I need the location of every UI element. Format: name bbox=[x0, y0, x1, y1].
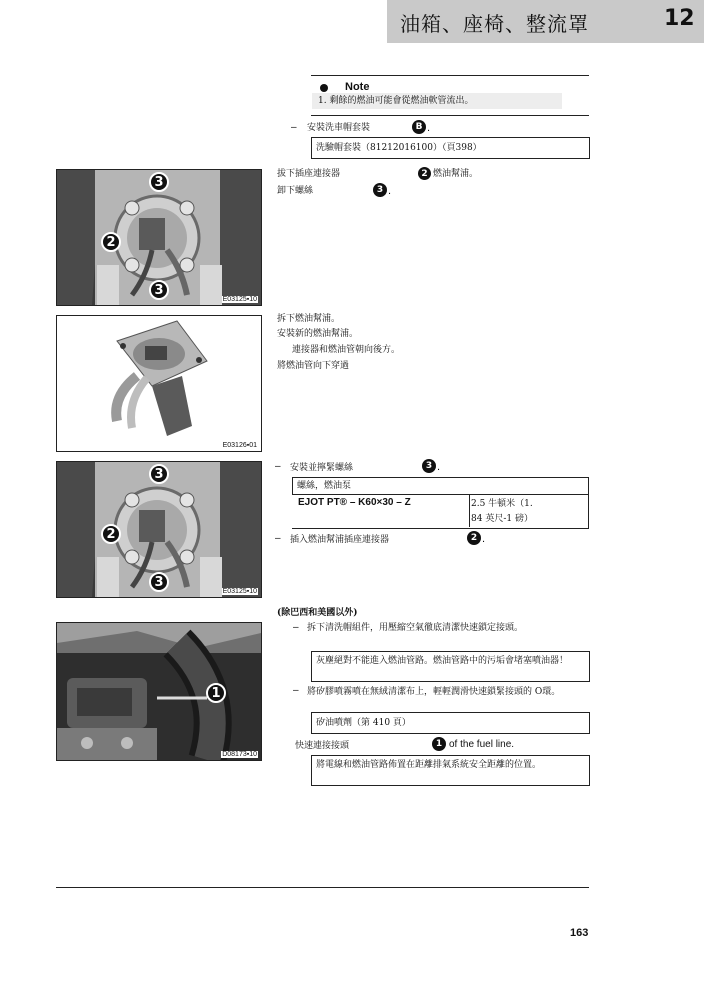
tighten-suffix: . bbox=[437, 461, 441, 473]
step-dash: – bbox=[275, 533, 281, 544]
step-dash: – bbox=[293, 622, 299, 633]
fig1-line2: 卸下螺絲 bbox=[277, 186, 314, 196]
plug-suffix: . bbox=[482, 533, 486, 545]
spec-value-2: 84 英尺-1 磅） bbox=[471, 514, 533, 524]
fig2-line1: 拆下燃油幫浦。 bbox=[277, 314, 341, 324]
figure-code: E03125▪10 bbox=[222, 296, 257, 303]
note-label: Note bbox=[345, 81, 370, 93]
quick-coupling-text: 快速連接接頭 bbox=[295, 741, 350, 751]
step-dash: – bbox=[293, 685, 299, 696]
footer-rule bbox=[56, 887, 589, 888]
plug-text: 插入燃油幫浦插座連接器 bbox=[290, 535, 390, 545]
fig2-line3: 連接器和燃油管朝向後方。 bbox=[292, 345, 401, 355]
step-dash: – bbox=[275, 461, 281, 472]
page-number: 163 bbox=[570, 927, 589, 939]
callout-3-bottom: 3 bbox=[149, 280, 169, 300]
ref-2-icon: 2 bbox=[467, 531, 481, 545]
ref-2-icon: 2 bbox=[418, 167, 431, 180]
spec-header: 螺絲，燃油泵 bbox=[297, 481, 352, 491]
chapter-title: 油箱、座椅、整流罩 bbox=[400, 12, 589, 36]
note-bullet-icon bbox=[320, 84, 328, 92]
spec-column-divider bbox=[469, 494, 470, 527]
fuel-pump-photo-1 bbox=[56, 169, 262, 306]
figure-code: E03125▪10 bbox=[222, 588, 257, 595]
chapter-number: 12 bbox=[664, 6, 695, 31]
ref-1-icon: 1 bbox=[432, 737, 446, 751]
figure-code: E03126▪01 bbox=[222, 442, 257, 449]
spec-value-1: 2.5 牛頓米（1. bbox=[471, 499, 533, 509]
fig2-line4: 將燃油管向下穿過 bbox=[277, 361, 350, 371]
region-heading: (除巴西和美國以外) bbox=[277, 608, 358, 618]
note-top-rule bbox=[311, 75, 589, 76]
callout-1: 1 bbox=[206, 683, 226, 703]
ref-3-icon: 3 bbox=[373, 183, 387, 197]
ref-b-suffix: . bbox=[427, 122, 431, 134]
fuel-pump-photo-3 bbox=[56, 461, 262, 598]
note-text: 1. 剩餘的燃油可能會從燃油軟管流出。 bbox=[318, 96, 474, 106]
step-install-cap-text: 安裝洗車帽套裝 bbox=[307, 123, 371, 133]
ref-b-icon: B bbox=[412, 120, 426, 134]
spec-divider bbox=[292, 494, 589, 495]
fuel-pump-photo-2 bbox=[56, 315, 262, 452]
callout-2: 2 bbox=[101, 524, 121, 544]
lubricant-text: 矽油噴劑（第 410 頁） bbox=[316, 718, 411, 728]
step1-text: 拆下清洗帽組件，用壓縮空氣徹底清潔快速鎖定接頭。 bbox=[307, 623, 524, 633]
callout-3-top: 3 bbox=[149, 172, 169, 192]
fuel-line-photo bbox=[56, 622, 262, 761]
ref-3-icon: 3 bbox=[422, 459, 436, 473]
fig1-line1-suffix: 燃油幫浦。 bbox=[433, 169, 479, 179]
cap-kit-text: 洗驗帽套裝（81212016100）（頁398） bbox=[316, 143, 482, 153]
spec-name: EJOT PT® – K60×30 – Z bbox=[298, 497, 411, 508]
step2-text: 將矽膠噴霧噴在無絨清潔布上，輕輕潤滑快速鎖緊接頭的 O環。 bbox=[307, 687, 561, 697]
fig1-line2-suffix: . bbox=[388, 185, 392, 197]
note-bottom-rule bbox=[311, 115, 589, 116]
tighten-text: 安裝並擰緊螺絲 bbox=[290, 463, 354, 473]
figure-code: D08173▪10 bbox=[222, 751, 257, 758]
callout-3-top: 3 bbox=[149, 464, 169, 484]
warning-text: 灰塵絕對不能進入燃油管路。燃油管路中的污垢會堵塞噴油器！ bbox=[316, 656, 569, 666]
callout-2: 2 bbox=[101, 232, 121, 252]
step-dash: – bbox=[291, 122, 297, 133]
routing-text: 將電線和燃油管路佈置在距離排氣系統安全距離的位置。 bbox=[316, 760, 542, 770]
quick-coupling-suffix: of the fuel line. bbox=[449, 739, 515, 750]
fig1-line1: 拔下插座連接器 bbox=[277, 169, 341, 179]
callout-3-bottom: 3 bbox=[149, 572, 169, 592]
fig2-line2: 安裝新的燃油幫浦。 bbox=[277, 329, 359, 339]
torque-spec-left-edge bbox=[292, 477, 293, 494]
